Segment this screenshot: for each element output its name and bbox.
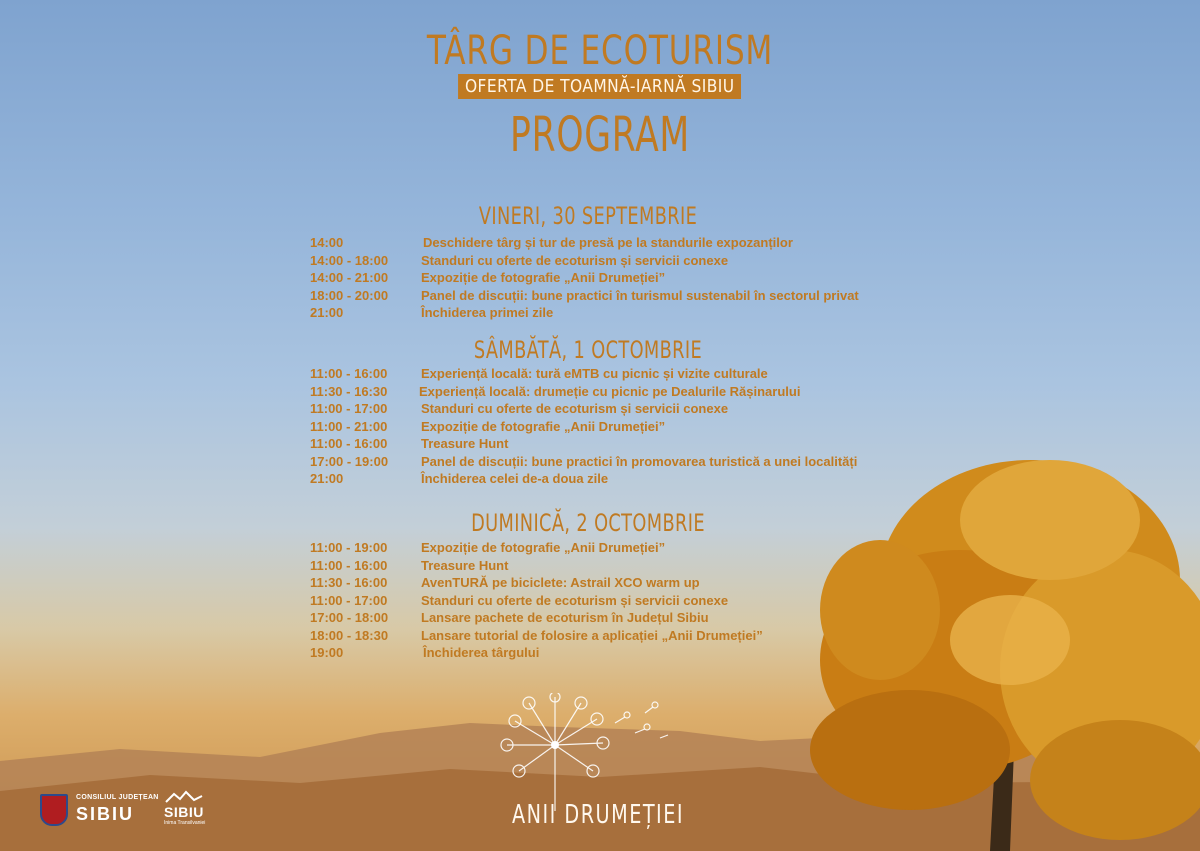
event-time: 11:00 - 17:00 <box>310 401 388 416</box>
event-time: 21:00 <box>310 471 344 486</box>
event-activity: Experiență locală: drumeție cu picnic pe Dealurile Rășinarului <box>419 383 801 399</box>
event-activity: AvenTURĂ pe biciclete: Astrail XCO warm up <box>421 575 700 590</box>
schedule-row <box>310 435 930 453</box>
event-activity: Expoziție de fotografie „Anii Drumeției” <box>421 418 666 434</box>
schedule-row <box>310 574 930 592</box>
schedule-row <box>310 609 930 627</box>
schedule-row <box>310 592 930 610</box>
schedule-sunday <box>310 539 930 662</box>
event-time: 19:00 <box>310 645 344 660</box>
event-activity: Lansare pachete de ecoturism în Județul Sibiu <box>421 610 709 625</box>
header <box>0 28 1200 163</box>
event-time: 11:30 - 16:00 <box>310 575 388 590</box>
event-activity: Închiderea primei zile <box>421 305 554 320</box>
event-time: 14:00 - 18:00 <box>310 252 389 268</box>
event-time: 11:00 - 17:00 <box>310 592 388 608</box>
day-heading-sunday: DUMINICĂ, 2 OCTOMBRIE <box>471 509 705 537</box>
event-activity: Standuri cu oferte de ecoturism și servicii conexe <box>421 401 729 416</box>
event-activity: Expoziție de fotografie „Anii Drumeției” <box>421 540 666 555</box>
schedule-row <box>310 470 930 488</box>
schedule-row <box>310 453 930 471</box>
schedule-saturday <box>310 365 930 488</box>
schedule-row <box>310 383 930 401</box>
event-time: 11:30 - 16:30 <box>310 383 388 399</box>
event-time: 21:00 <box>310 305 344 320</box>
schedule-row <box>310 400 930 418</box>
event-activity: Treasure Hunt <box>421 436 509 451</box>
event-activity: Expoziție de fotografie „Anii Drumeției” <box>421 270 666 285</box>
event-time: 14:00 <box>310 235 344 250</box>
event-time: 11:00 - 21:00 <box>310 418 388 434</box>
event-time: 14:00 - 21:00 <box>310 270 389 285</box>
county-coat-of-arms-icon <box>40 794 68 826</box>
event-time: 18:00 - 20:00 <box>310 287 389 303</box>
fair-title: TÂRG DE ECOTURISM <box>426 28 774 74</box>
event-activity: Panel de discuții: bune practici în promovarea turistică a unei localități <box>421 453 858 469</box>
event-activity: Standuri cu oferte de ecoturism și servicii conexe <box>421 252 729 268</box>
event-time: 11:00 - 16:00 <box>310 436 388 451</box>
event-activity: Închiderea celei de-a doua zile <box>421 471 609 486</box>
event-activity: Închiderea târgului <box>423 645 540 660</box>
schedule-row <box>310 557 930 575</box>
schedule-row <box>310 627 930 645</box>
schedule-row <box>310 644 930 662</box>
event-activity: Standuri cu oferte de ecoturism și servicii conexe <box>421 592 729 608</box>
event-activity: Treasure Hunt <box>421 557 509 573</box>
anii-drumetiei-brand: ANII DRUMEȚIEI <box>511 800 685 830</box>
event-time: 11:00 - 19:00 <box>310 540 388 555</box>
day-heading-friday: VINERI, 30 SEPTEMBRIE <box>478 202 698 230</box>
program-title: PROGRAM <box>510 107 690 163</box>
event-time: 17:00 - 19:00 <box>310 453 389 469</box>
schedule-row <box>310 304 930 322</box>
schedule-row <box>310 539 930 557</box>
event-time: 17:00 - 18:00 <box>310 610 389 625</box>
event-activity: Deschidere târg și tur de presă pe la standurile expozanților <box>423 235 793 250</box>
event-activity: Lansare tutorial de folosire a aplicației „Anii Drumeției” <box>421 627 763 643</box>
schedule-row <box>310 418 930 436</box>
sibiu-logo-tagline: Inima Transilvaniei <box>164 820 206 826</box>
event-activity: Panel de discuții: bune practici în turismul sustenabil în sectorul privat <box>421 287 859 303</box>
county-council-label: CONSILIUL JUDEȚEAN <box>76 794 159 801</box>
event-time: 18:00 - 18:30 <box>310 627 389 643</box>
county-council-name: SIBIU <box>76 804 135 824</box>
schedule-row <box>310 287 930 305</box>
sibiu-logo-word: SIBIU <box>164 804 204 820</box>
event-time: 11:00 - 16:00 <box>310 366 388 381</box>
schedule-row <box>310 365 930 383</box>
schedule-row <box>310 269 930 287</box>
event-time: 11:00 - 16:00 <box>310 557 388 573</box>
dandelion-logo-icon <box>495 693 675 813</box>
schedule-row <box>310 234 930 252</box>
schedule-friday <box>310 234 930 322</box>
day-heading-saturday: SÂMBĂTĂ, 1 OCTOMBRIE <box>473 336 703 364</box>
event-activity: Experiență locală: tură eMTB cu picnic și vizite culturale <box>421 366 768 381</box>
fair-subtitle: OFERTA DE TOAMNĂ-IARNĂ SIBIU <box>458 74 741 99</box>
schedule-row <box>310 252 930 270</box>
